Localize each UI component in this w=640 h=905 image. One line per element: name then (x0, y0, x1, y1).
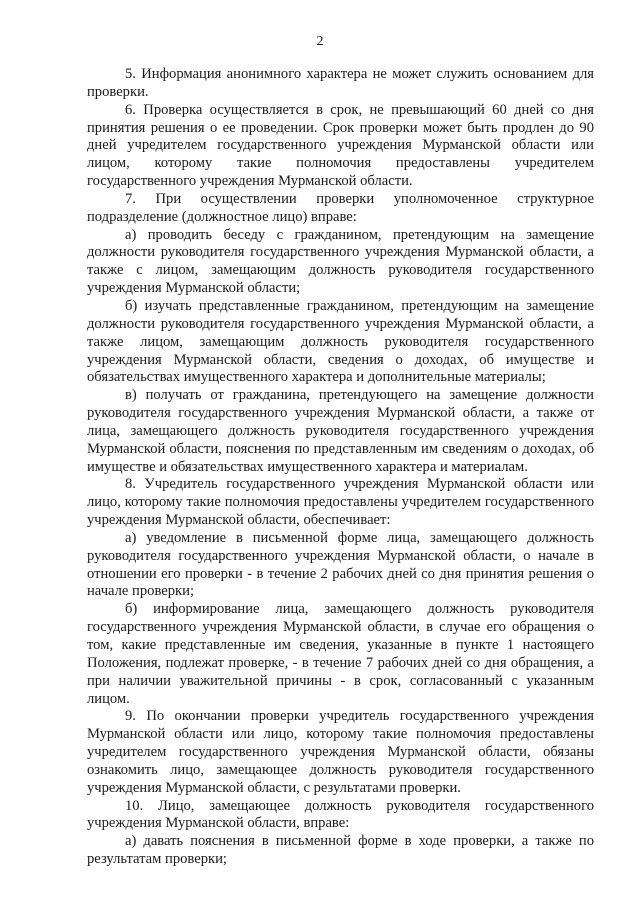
paragraph-8b: б) информирование лица, замещающего должность руководителя государственного учреждения Мурманской области, в случае его обращения о том, какие представленные им сведения, указанные в пункте 1 настоящего Положения, подлежат проверке, - в течение 7 рабочих дней со дня обращения, а при наличии уважительной причины - в срок, согласованный с указанным лицом. (87, 601, 594, 707)
paragraph-6: 6. Проверка осуществляется в срок, не превышающий 60 дней со дня принятия решения о ее проведении. Срок проверки может быть продлен до 90 дней учредителем государственного учреждения Мурманской области или лицом, которому такие полномочия предоставлены учредителем государственного учреждения Мурманской области. (87, 101, 594, 190)
document-body (87, 66, 594, 869)
paragraph-7b: б) изучать представленные гражданином, претендующим на замещение должности руководителя государственного учреждения Мурманской области, а также лицом, замещающим должность руководителя государственного учреждения Мурманской области, сведения о доходах, об имуществе и обязательствах имущественного характера и дополнительные материалы; (87, 297, 594, 386)
paragraph-7a: а) проводить беседу с гражданином, претендующим на замещение должности руководителя государственного учреждения Мурманской области, а также с лицом, замещающим должность руководителя государственного учреждения Мурманской области; (87, 226, 594, 297)
paragraph-5: 5. Информация анонимного характера не может служить основанием для проверки. (87, 66, 594, 100)
paragraph-10: 10. Лицо, замещающее должность руководителя государственного учреждения Мурманской области, вправе: (87, 797, 594, 832)
paragraph-8a: а) уведомление в письменной форме лица, замещающего должность руководителя государственного учреждения Мурманской области, о начале в отношении его проверки - в течение 2 рабочих дней со дня принятия решения о начале проверки; (87, 529, 594, 600)
paragraph-7v: в) получать от гражданина, претендующего на замещение должности руководителя государственного учреждения Мурманской области, а также от лица, замещающего должность руководителя государственного учреждения Мурманской области, пояснения по представленным им сведениям о доходах, об имуществе и обязательствах имущественного характера и материалам. (87, 387, 594, 475)
page-number: 2 (316, 34, 324, 49)
paragraph-8: 8. Учредитель государственного учреждения Мурманской области или лицо, которому такие полномочия предоставлены учредителем государственного учреждения Мурманской области, обеспечивает: (87, 476, 594, 529)
paragraph-7: 7. При осуществлении проверки уполномоченное структурное подразделение (должностное лицо) вправе: (87, 190, 594, 225)
paragraph-10a: а) давать пояснения в письменной форме в ходе проверки, а также по результатам проверки; (87, 833, 594, 868)
paragraph-9: 9. По окончании проверки учредитель государственного учреждения Мурманской области или лицо, которому такие полномочия предоставлены учредителем государственного учреждения Мурманской области, обязаны ознакомить лицо, замещающее должность руководителя государственного учреждения Мурманской области, с результатами проверки. (87, 708, 594, 796)
